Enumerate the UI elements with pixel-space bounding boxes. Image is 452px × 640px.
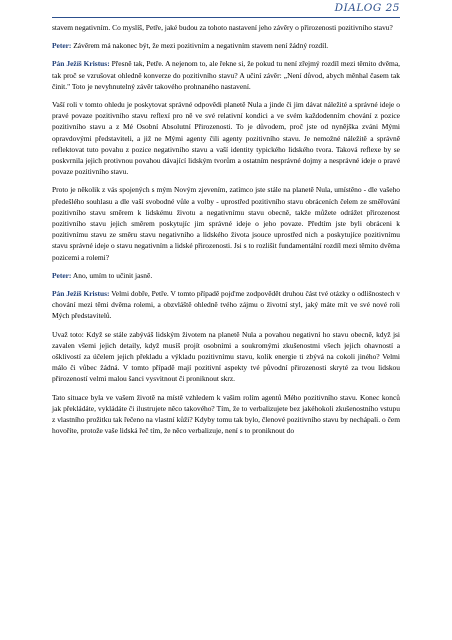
paragraph-text: Uvaž toto: Když se stále zabýváš lidským životem na planetě Nula a povahou negativní ho stavu obecně, když jsi zavalen všemi jejich detaily, když musíš projít osobními a soukromými zkušenostmi všech jejich ohavností a ošklivostí za účelem jejich překladu a výkladu pozitivnímu stavu, kolik energie ti zbývá na cokoli jiného? Velmi málo či vůbec žádná. V tomto případě mají pozitivní aspekty tvé původní přirozenosti skryté za tvou lidskou přirozeností velmi malou šanci vysvitnout či proniknout skrz. bbox=[52, 329, 400, 384]
speaker-label: Pán Ježíš Kristus: bbox=[52, 59, 110, 69]
document-body bbox=[52, 22, 400, 444]
paragraph-text: Tato situace byla ve vašem životě na místě vzhledem k vašim rolím agentů Mého pozitivního stavu. Konec konců jak překládáte, vykládáte či ilustrujete něco takového? Tím, že to verbalizujete bez jakéhokoli zkušenostního vstupu z vlastního prožitku tak řečeno na vlastní kůži? Kdyby tomu tak bylo, členové pozitivního stavu by nechápali. o čem hovoříte, protože vaše lidská řeč tím, že něco verbalizuje, není s to proniknout do bbox=[52, 392, 400, 436]
paragraph bbox=[52, 22, 400, 33]
paragraph-text: Velmi dobře, Petře. V tomto případě pojďme zodpovědět druhou část tvé otázky o odlišnostech v chování mezi těmi dvěma rolemi, a obzvláště ohledně tvého zájmu o životní styl, jaký máte mít ve své nové roli Mých představitelů. bbox=[52, 289, 401, 321]
paragraph bbox=[52, 99, 400, 177]
paragraph-text: Vaší roli v tomto ohledu je poskytovat správné odpovědi planetě Nula a jinde či jim dávat náležité a správné ideje o pravé povaze pozitivního stavu reflexí pro ně ve své relativní kondici a ve svém každodenním chování z pozice pozitivního stavu a z Mé Osobní Absolutní Přirozenosti. To je důvodem, proč jste od nynějška zváni Mými opravdovými představiteli, a již ne Mými agenty čili agenty pozitivního stavu. Je nemožné náležitě a správně reflektovat tuto povahu z pozice negativního stavu a vaší identity typického lidského tvora. Taková reflexe by se poskvrnila jejich protivnou povahou dávající lidským tvorům a ostatním nesprávné dojmy a nesprávné ideje o pravé povaze pozitivního stavu. bbox=[52, 100, 400, 177]
running-header: DIALOG 25 bbox=[334, 2, 400, 14]
paragraph bbox=[52, 184, 400, 262]
paragraph bbox=[52, 40, 400, 51]
paragraph-text: Proto je několik z vás spojených s mým Novým zjevením, zatímco jste stále na planetě Nula, umístěno - dle vašeho předešlého souhlasu a dle vaší svobodné vůle a volby - uprostřed pozitivního stavu obráceních čelem ze směřování pozitivního stavu směrem k lidskému životu a negativnímu stavu obecně, takže můžete odrážet přirozenost pozitivního stavu jejich směrem poskytujíc jim správné ideje o jeho povaze. Předtím jste byli obráceni k pozitivnímu stavu ze směru stavu negativního a lidského života jsouce uprostřed nich a poskytujíce pozitivnímu stavu správné ideje o stavu negativním a lidské přirozenosti. Jsi s to rozlišit fundamentální rozdíl mezi těmito dvěma pozicemi a rolemi? bbox=[52, 185, 400, 262]
speaker-label: Peter: bbox=[52, 270, 72, 280]
paragraph bbox=[52, 288, 400, 322]
speaker-label: Pán Ježíš Kristus: bbox=[52, 289, 110, 299]
paragraph-text: Přesně tak, Petře. A nejenom to, ale řekne si, že pokud tu není zřejmý rozdíl mezi těmito dvěma, tak proč se vzrušovat ohledně konverze do pozitivního stavu? A učiní závěr: „Není důvod, abych měnhal časem tak činit." Toto je nevyhnutelný závěr takového prohnaného nastavení. bbox=[52, 59, 400, 91]
paragraph bbox=[52, 329, 400, 385]
paragraph-text: Ano, umím to učinit jasně. bbox=[71, 270, 153, 280]
header-rule bbox=[52, 17, 400, 18]
paragraph bbox=[52, 270, 400, 281]
speaker-label: Peter: bbox=[52, 41, 72, 51]
paragraph-text: Závěrem má nakonec být, že mezi pozitivním a negativním stavem není žádný rozdíl. bbox=[71, 41, 329, 51]
paragraph-text: stavem negativním. Co myslíš, Petře, jaké budou za tohoto nastavení jeho závěry o přirozenosti pozitivního stavu? bbox=[52, 23, 393, 32]
paragraph bbox=[52, 58, 400, 92]
paragraph bbox=[52, 392, 400, 437]
